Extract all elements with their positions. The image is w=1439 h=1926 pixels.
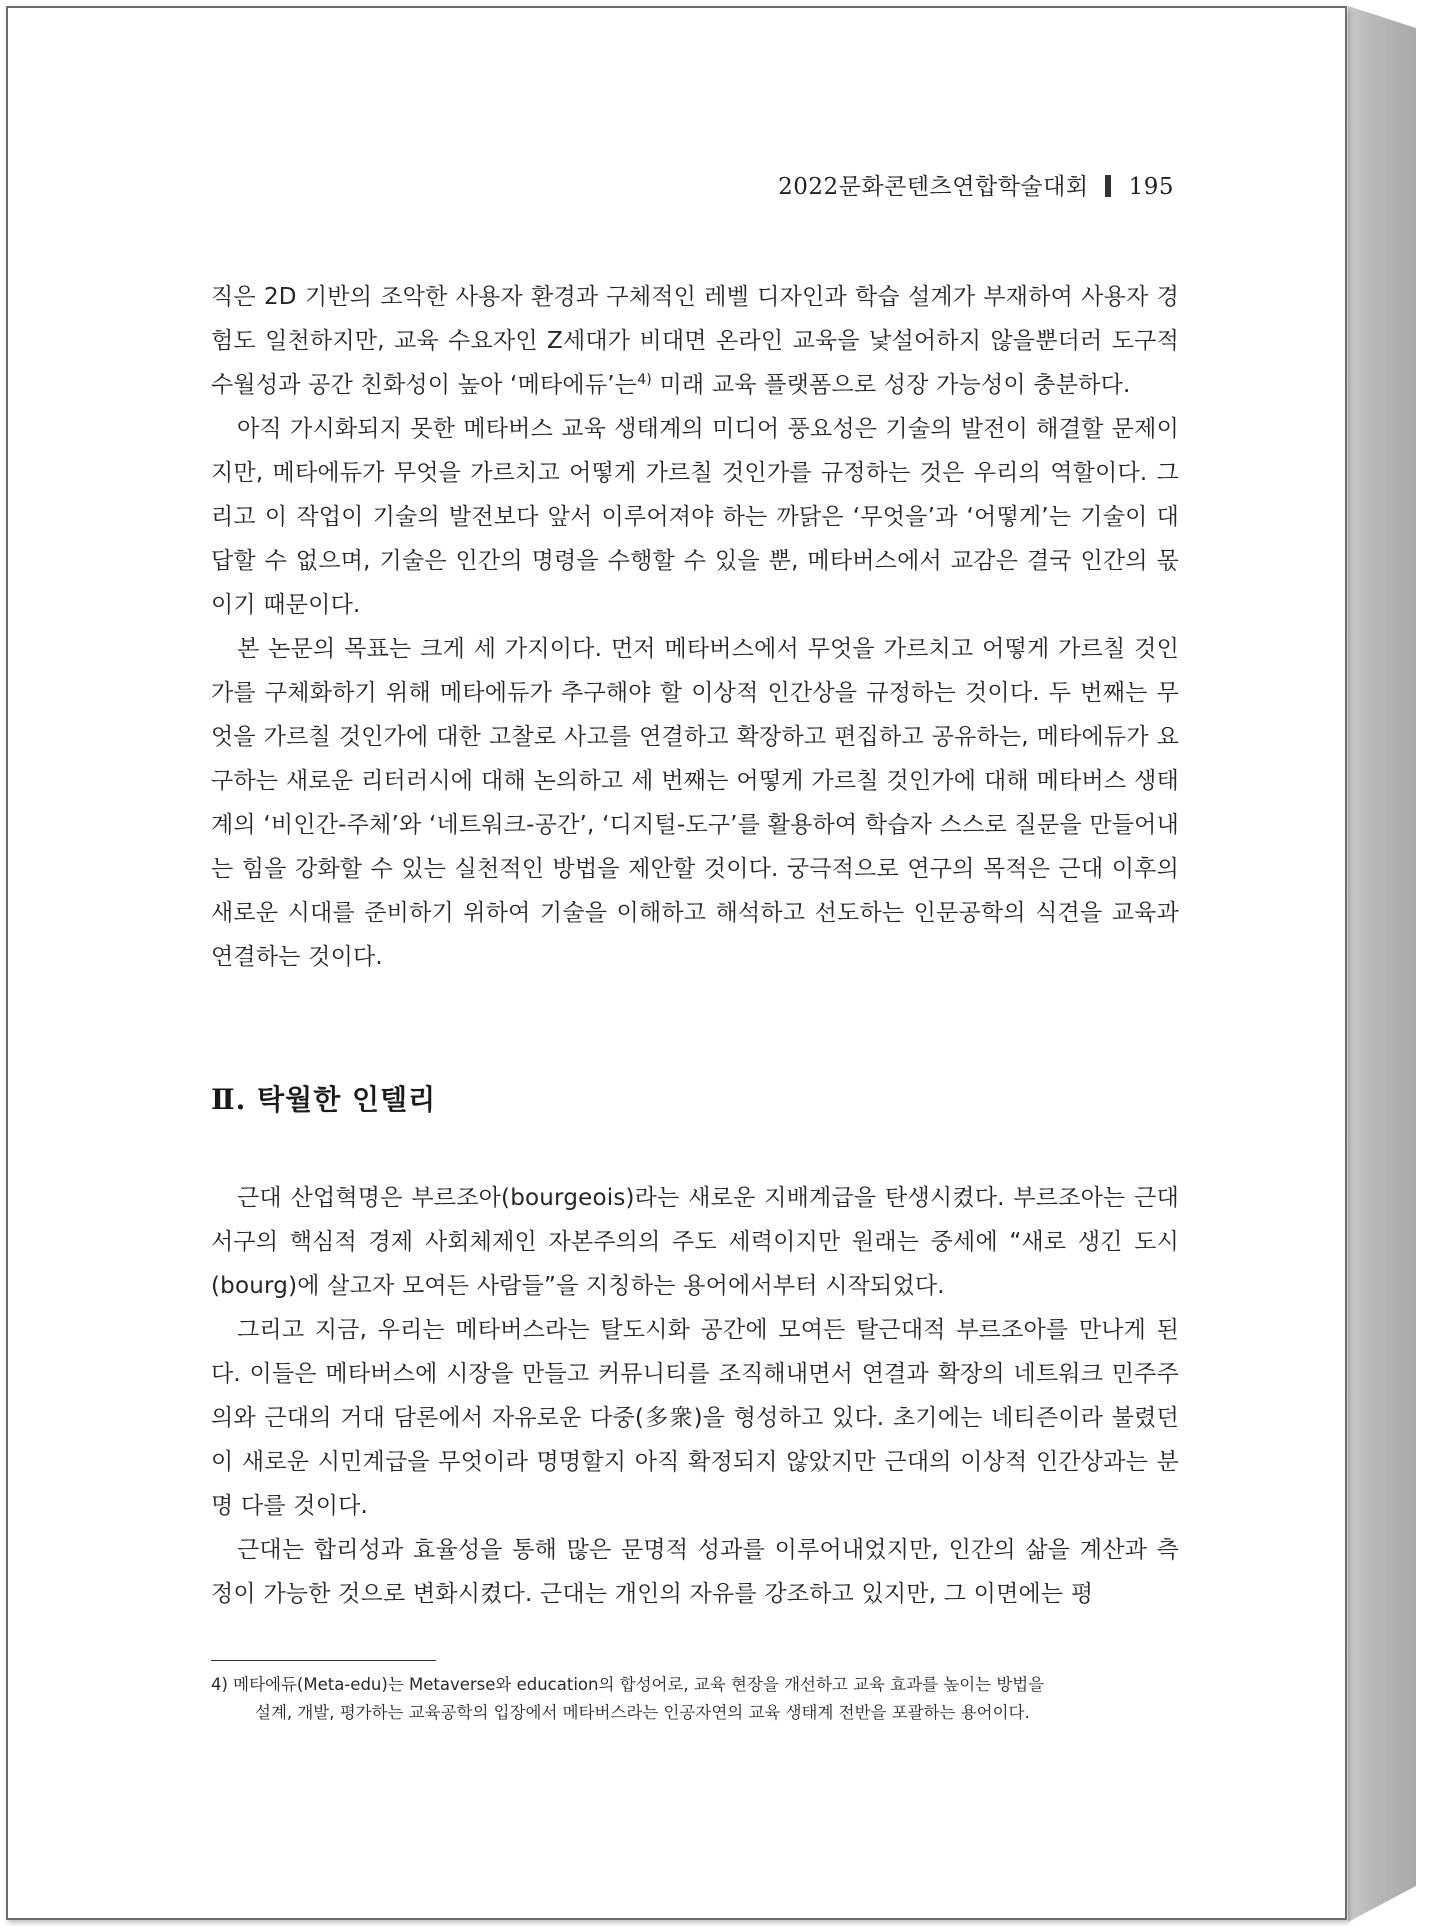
paragraph: 근대 산업혁명은 부르조아(bourgeois)라는 새로운 지배계급을 탄생시켰다. 부르조아는 근대 서구의 핵심적 경제 사회체제인 자본주의의 주도 세력이지만 원래는 중세에 “새로 생긴 도시(bourg)에 살고자 모여든 사람들”을 지칭하는 용어에서부터 시작되었다. [211, 1185, 1179, 1299]
section-heading: Ⅱ. 탁월한 인텔리 [211, 1083, 437, 1116]
running-header [8, 168, 1174, 201]
conference-title: 2022문화콘텐츠연합학술대회 [778, 174, 1089, 200]
body-text-bottom [211, 1176, 1179, 1616]
page-number: 195 [1128, 174, 1174, 200]
footnote-divider [211, 1660, 436, 1661]
paragraph: 본 논문의 목표는 크게 세 가지이다. 먼저 메타버스에서 무엇을 가르치고 어떻게 가르칠 것인가를 구체화하기 위해 메타에듀가 추구해야 할 이상적 인간상을 규정하는 것이다. 두 번째는 무엇을 가르칠 것인가에 대한 고찰로 사고를 연결하고 확장하고 편집하고 공유하는, 메타에듀가 요구하는 새로운 리터러시에 대해 논의하고 세 번째는 어떻게 가르칠 것인가에 대해 메타버스 생태계의 ‘비인간-주체’와 ‘네트워크-공간’, ‘디지털-도구’를 활용하여 학습자 스스로 질문을 만들어내는 힘을 강화할 수 있는 실천적인 방법을 제안할 것이다. 궁극적으로 연구의 목적은 근대 이후의 새로운 시대를 준비하기 위하여 기술을 이해하고 해석하고 선도하는 인문공학의 식견을 교육과 연결하는 것이다. [211, 636, 1179, 970]
header-separator [1105, 175, 1111, 197]
paragraph: 그리고 지금, 우리는 메타버스라는 탈도시화 공간에 모여든 탈근대적 부르조아를 만나게 된다. 이들은 메타버스에 시장을 만들고 커뮤니티를 조직해내면서 연결과 확장의 네트워크 민주주의와 근대의 거대 담론에서 자유로운 다중(多衆)을 형성하고 있다. 초기에는 네티즌이라 불렸던 이 새로운 시민계급을 무엇이라 명명할지 아직 확정되지 않았지만 근대의 이상적 인간상과는 분명 다를 것이다. [211, 1317, 1179, 1519]
footnote-line: 4) 메타에듀(Meta-edu)는 Metaverse와 education의 합성어로, 교육 현장을 개선하고 교육 효과를 높이는 방법을 [211, 1675, 1045, 1694]
paragraph [211, 275, 1179, 407]
page-stack-edge [1348, 6, 1416, 1922]
document-page [6, 6, 1347, 1920]
footnote [211, 1671, 1179, 1727]
footnote-reference: 4) [637, 372, 652, 388]
paragraph-text: 미래 교육 플랫폼으로 성장 가능성이 충분하다. [659, 372, 1131, 398]
paragraph: 아직 가시화되지 못한 메타버스 교육 생태계의 미디어 풍요성은 기술의 발전이 해결할 문제이지만, 메타에듀가 무엇을 가르치고 어떻게 가르칠 것인가를 규정하는 것은 우리의 역할이다. 그리고 이 작업이 기술의 발전보다 앞서 이루어져야 하는 까닭은 ‘무엇을’과 ‘어떻게’는 기술이 대답할 수 없으며, 기술은 인간의 명령을 수행할 수 있을 뿐, 메타버스에서 교감은 결국 인간의 몫이기 때문이다. [211, 416, 1179, 618]
body-text-top [211, 275, 1179, 979]
footnote-line: 설계, 개발, 평가하는 교육공학의 입장에서 메타버스라는 인공자연의 교육 생태계 전반을 포괄하는 용어이다. [255, 1703, 1030, 1722]
paragraph-text: 직은 2D 기반의 조악한 사용자 환경과 구체적인 레벨 디자인과 학습 설계가 부재하여 사용자 경험도 일천하지만, 교육 수요자인 Z세대가 비대면 온라인 교육을 낯설어하지 않을뿐더러 도구적 수월성과 공간 친화성이 높아 ‘메타에듀’는 [211, 284, 1179, 398]
paragraph: 근대는 합리성과 효율성을 통해 많은 문명적 성과를 이루어내었지만, 인간의 삶을 계산과 측정이 가능한 것으로 변화시켰다. 근대는 개인의 자유를 강조하고 있지만, 그 이면에는 평 [211, 1537, 1179, 1607]
